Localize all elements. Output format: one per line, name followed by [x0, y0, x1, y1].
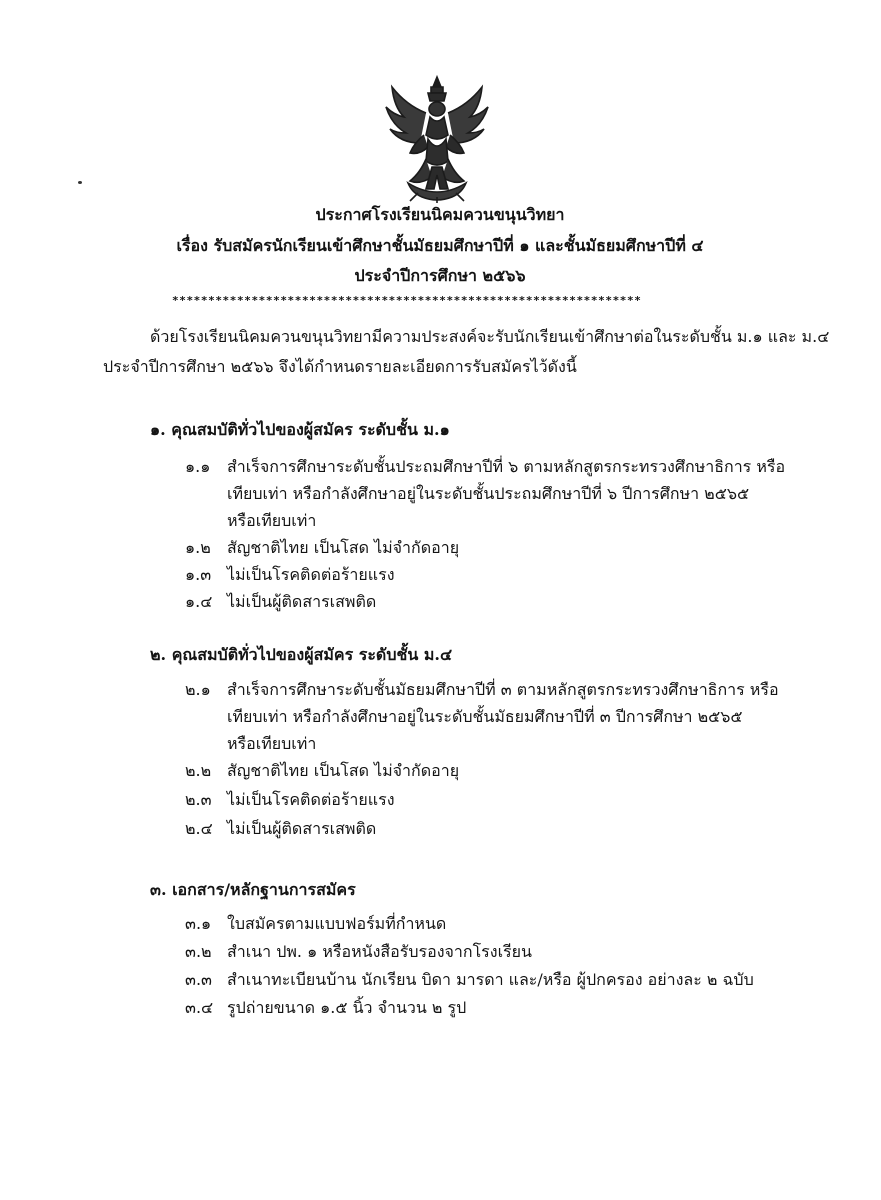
item-number: ๓.๑: [185, 914, 212, 933]
announcement-subject: เรื่อง รับสมัครนักเรียนเข้าศึกษาชั้นมัธยมศึกษาปีที่ ๑ และชั้นมัธยมศึกษาปีที่ ๔: [176, 236, 704, 255]
announcement-year: ประจำปีการศึกษา ๒๕๖๖: [354, 266, 526, 285]
garuda-emblem-icon: [378, 73, 496, 205]
section-1-heading: ๑. คุณสมบัติทั่วไปของผู้สมัคร ระดับชั้น ม.๑: [150, 420, 450, 439]
list-item: [185, 592, 376, 612]
item-text: ใบสมัครตามแบบฟอร์มที่กำหนด: [227, 914, 447, 933]
item-number: ๓.๓: [185, 970, 212, 989]
section-3-heading: ๓. เอกสาร/หลักฐานการสมัคร: [150, 880, 356, 899]
section-2-heading: ๒. คุณสมบัติทั่วไปของผู้สมัคร ระดับชั้น ม.๔: [150, 645, 453, 664]
item-text: สำเร็จการศึกษาระดับชั้นประถมศึกษาปีที่ ๖ ตามหลักสูตรกระทรวงศึกษาธิการ หรือ: [227, 457, 786, 476]
item-text: สัญชาติไทย เป็นโสด ไม่จำกัดอายุ: [227, 538, 460, 557]
list-item: [185, 538, 459, 558]
intro-line-1: ด้วยโรงเรียนนิคมควนขนุนวิทยามีความประสงค์จะรับนักเรียนเข้าศึกษาต่อในระดับชั้น ม.๑ และ ม.๔: [150, 327, 830, 346]
item-text: ไม่เป็นโรคติดต่อร้ายแรง: [227, 790, 395, 809]
list-item: [185, 970, 754, 990]
list-item: [185, 457, 785, 477]
item-number: ๑.๔: [185, 592, 213, 611]
item-text: สำเนา ปพ. ๑ หรือหนังสือรับรองจากโรงเรียน: [227, 942, 532, 961]
item-number: ๒.๓: [185, 790, 212, 809]
item-text: สำเร็จการศึกษาระดับชั้นมัธยมศึกษาปีที่ ๓ ตามหลักสูตรกระทรวงศึกษาธิการ หรือ: [227, 680, 779, 699]
item-continuation: เทียบเท่า หรือกำลังศึกษาอยู่ในระดับชั้นมัธยมศึกษาปีที่ ๓ ปีการศึกษา ๒๕๖๕: [227, 707, 743, 726]
list-item: [185, 680, 779, 700]
item-text: รูปถ่ายขนาด ๑.๕ นิ้ว จำนวน ๒ รูป: [227, 998, 467, 1017]
item-text: สัญชาติไทย เป็นโสด ไม่จำกัดอายุ: [227, 761, 460, 780]
list-item: [185, 942, 532, 962]
list-item: [185, 790, 395, 810]
item-number: ๑.๒: [185, 538, 211, 557]
item-number: ๓.๔: [185, 998, 214, 1017]
item-continuation: หรือเทียบเท่า: [227, 734, 317, 753]
item-number: ๒.๒: [185, 761, 212, 780]
item-number: ๑.๓: [185, 565, 212, 584]
list-item: [185, 998, 466, 1018]
scan-speck: [78, 181, 82, 184]
list-item: [185, 914, 446, 934]
list-item: [185, 565, 395, 585]
list-item: [185, 819, 376, 839]
announcement-title: ประกาศโรงเรียนนิคมควนขนุนวิทยา: [315, 205, 565, 224]
list-item: [185, 761, 459, 781]
item-continuation: หรือเทียบเท่า: [227, 511, 317, 530]
item-text: สำเนาทะเบียนบ้าน นักเรียน บิดา มารดา และ/หรือ ผู้ปกครอง อย่างละ ๒ ฉบับ: [227, 970, 754, 989]
intro-line-2: ประจำปีการศึกษา ๒๕๖๖ จึงได้กำหนดรายละเอียดการรับสมัครไว้ดังนี้: [103, 357, 577, 376]
item-text: ไม่เป็นผู้ติดสารเสพติด: [227, 819, 377, 838]
item-text: ไม่เป็นผู้ติดสารเสพติด: [227, 592, 377, 611]
item-text: ไม่เป็นโรคติดต่อร้ายแรง: [227, 565, 395, 584]
item-number: ๒.๑: [185, 680, 211, 699]
separator-line: *****************************************************************: [172, 294, 642, 307]
item-number: ๑.๑: [185, 457, 211, 476]
item-number: ๒.๔: [185, 819, 213, 838]
item-continuation: เทียบเท่า หรือกำลังศึกษาอยู่ในระดับชั้นประถมศึกษาปีที่ ๖ ปีการศึกษา ๒๕๖๕: [227, 484, 750, 503]
item-number: ๓.๒: [185, 942, 212, 961]
